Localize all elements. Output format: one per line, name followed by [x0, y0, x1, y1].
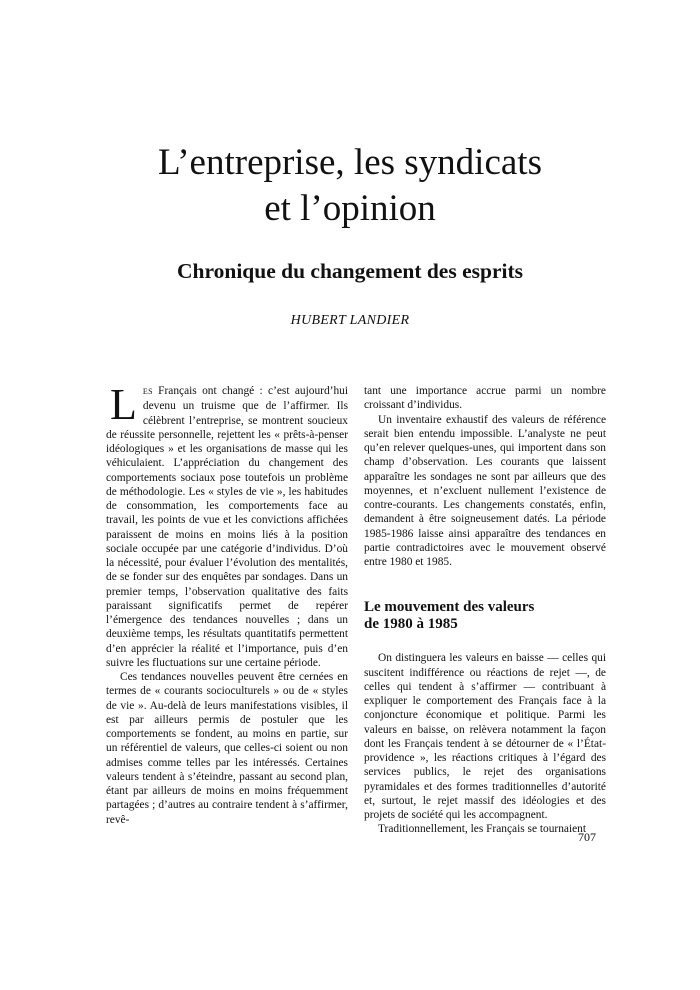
section-heading-line-1: Le mouvement des valeurs	[364, 599, 535, 616]
article-title-line-2: et l’opinion	[264, 188, 436, 229]
article-subtitle: Chronique du changement des esprits	[176, 259, 524, 283]
author-name: HUBERT LANDIER	[290, 313, 410, 328]
paragraph: tant une importance accrue parmi un nombre croissant d’individus.	[364, 385, 606, 412]
section-heading-line-2: de 1980 à 1985	[364, 616, 458, 633]
right-column	[364, 384, 606, 837]
left-column	[106, 380, 348, 827]
paragraph: Un inventaire exhaustif des valeurs de référence serait bien entendu impossible. L’analyste ne peut qu’en relever quelques-unes, qui importent dans son champ d’observation. Les courants que laissent apparaître les sondages ne sont par ailleurs que des moyennes, et n’excluent nullement l’existence de contre-courants. Les changements constatés, enfin, demandent à être soigneusement datés. La période 1985-1986 laisse ainsi apparaître des tendances en partie contradictoires avec le mouvement observé entre 1980 et 1985.	[364, 413, 606, 568]
section-heading	[364, 599, 606, 633]
paragraph: Traditionnellement, les Français se tournaient	[378, 823, 587, 836]
paragraph: Ces tendances nouvelles peuvent être cernées en termes de « courants socioculturels » ou de « styles de vie ». Au-delà de leurs manifestations visibles, il est par ailleurs permis de postuler que les comportements se fondent, au moins en partie, sur un référentiel de valeurs, que celles-ci soient ou non admises comme telles par les intéressés. Certaines valeurs tendent à s’éteindre, passant au second plan, étant par ailleurs de moins en moins fréquemment partagées ; d’autres au contraire tendent à s’affirmer, revê-	[106, 671, 348, 826]
paragraph-text: Français ont changé : c’est aujourd’hui devenu un truisme que de l’affirmer. Ils célèbrent l’entreprise, se montrent soucieux de réussite personnelle, rejettent les « prêts-à-penser idéologiques » et les organisations de masse qui les véhiculaient. L’appréciation du changement des comportements sociaux pose toutefois un problème de méthodologie. Les « styles de vie », les habitudes de consommation, les comportements face au travail, les points de vue et les convictions affichées paraissent de moins en moins liés à la position sociale occupée par une catégorie d’individus. D’où la nécessité, pour évaluer l’évolution des mentalités, de se fonder sur des enquêtes par sondages. Dans un premier temps, l’observation qualitative des faits paraissant significatifs permet de repérer l’émergence des tendances nouvelles ; dans un deuxième temps, les résultats quantitatifs permettent d’en apprécier la réalité et l’importance, puis d’en suivre les fluctuations sur une certaine période.	[106, 385, 348, 669]
article-title-line-1: L’entreprise, les syndicats	[158, 142, 542, 183]
paragraph: On distinguera les valeurs en baisse — celles qui suscitent indifférence ou réactions de rejet —, de celles qui tendent à s’affirmer — contribuant à expliquer le comportement des Français face à la conjoncture économique et politique. Parmi les valeurs en baisse, on relèvera notamment la façon dont les Français tendent à se détourner de « l’État-providence », les réactions critiques à l’égard des services publics, le rejet des organisations pyramidales et des formes traditionnelles d’autorité et, surtout, le rejet massif des idéologies et des projets de société qui les accompagnent.	[364, 652, 606, 821]
paragraph	[106, 380, 348, 670]
page-number: 707	[578, 830, 596, 844]
article-title	[70, 140, 630, 232]
drop-cap: L	[110, 380, 137, 429]
lead-small-caps: ES	[142, 387, 153, 396]
